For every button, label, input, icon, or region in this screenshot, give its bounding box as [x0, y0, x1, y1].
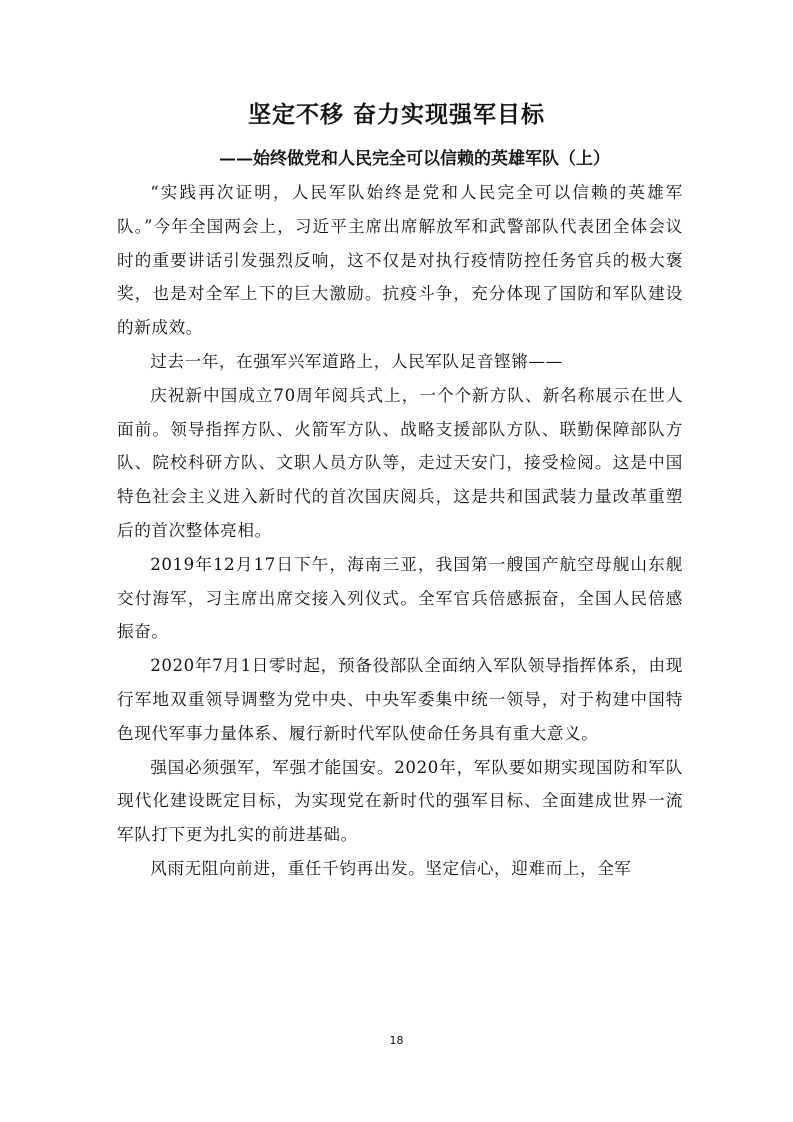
article-body	[117, 176, 683, 886]
paragraph: 2019年12月17日下午，海南三亚，我国第一艘国产航空母舰山东舰交付海军，习主席出席交接入列仪式。全军官兵倍感振奋，全国人民倍感振奋。	[117, 554, 683, 642]
paragraph: “实践再次证明，人民军队始终是党和人民完全可以信赖的英雄军队。”今年全国两会上，习近平主席出席解放军和武警部队代表团全体会议时的重要讲话引发强烈反响，这不仅是对执行疫情防控任务官兵的极大褒奖，也是对全军上下的巨大激励。抗疫斗争，充分体现了国防和军队建设的新成效。	[117, 183, 683, 338]
paragraph: 庆祝新中国成立70周年阅兵式上，一个个新方队、新名称展示在世人面前。领导指挥方队、火箭军方队、战略支援部队方队、联勤保障部队方队、院校科研方队、文职人员方队等，走过天安门，接受检阅。这是中国特色社会主义进入新时代的首次国庆阅兵，这是共和国武装力量改革重塑后的首次整体亮相。	[117, 385, 683, 540]
paragraph: 强国必须强军，军强才能国安。2020年，军队要如期实现国防和军队现代化建设既定目标，为实现党在新时代的强军目标、全面建成世界一流军队打下更为扎实的前进基础。	[117, 757, 683, 845]
page-subtitle: ——始终做党和人民完全可以信赖的英雄军队（上）	[219, 149, 610, 169]
paragraph: 2020年7月1日零时起，预备役部队全面纳入军队领导指挥体系，由现行军地双重领导调整为党中央、中央军委集中统一领导，对于构建中国特色现代军事力量体系、履行新时代军队使命任务具有重大意义。	[117, 656, 683, 743]
paragraph: 风雨无阻向前进，重任千钧再出发。坚定信心，迎难而上，全军	[150, 858, 632, 878]
page-number: 18	[389, 1034, 404, 1047]
page-title: 坚定不移 奋力实现强军目标	[247, 101, 545, 128]
paragraph: 过去一年，在强军兴军道路上，人民军队足音铿锵——	[150, 351, 563, 371]
